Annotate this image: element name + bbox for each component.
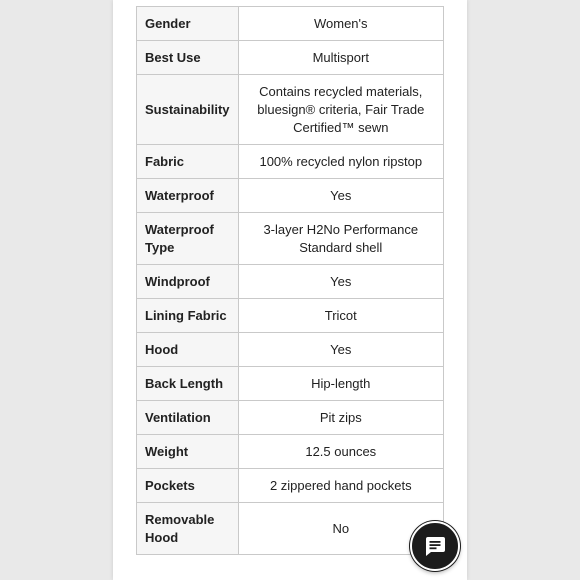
- spec-label: Waterproof: [137, 179, 239, 213]
- spec-value: 3-layer H2No Performance Standard shell: [238, 213, 443, 265]
- spec-label: Gender: [137, 7, 239, 41]
- spec-label: Lining Fabric: [137, 299, 239, 333]
- spec-row-weight: [137, 435, 444, 469]
- spec-label: Best Use: [137, 41, 239, 75]
- spec-row-waterproof-type: [137, 213, 444, 265]
- spec-label: Fabric: [137, 145, 239, 179]
- spec-row-sustainability: [137, 75, 444, 145]
- spec-row-best-use: [137, 41, 444, 75]
- spec-row-ventilation: [137, 401, 444, 435]
- spec-value: No: [238, 503, 443, 555]
- spec-row-windproof: [137, 265, 444, 299]
- spec-label: Ventilation: [137, 401, 239, 435]
- spec-value: Tricot: [238, 299, 443, 333]
- spec-row-gender: [137, 7, 444, 41]
- spec-row-waterproof: [137, 179, 444, 213]
- spec-label: Waterproof Type: [137, 213, 239, 265]
- spec-row-pockets: [137, 469, 444, 503]
- spec-label: Weight: [137, 435, 239, 469]
- spec-value: Yes: [238, 265, 443, 299]
- spec-value: Hip-length: [238, 367, 443, 401]
- spec-value: Women's: [238, 7, 443, 41]
- spec-value: Multisport: [238, 41, 443, 75]
- chat-bubble-icon: [423, 534, 447, 558]
- spec-value: 2 zippered hand pockets: [238, 469, 443, 503]
- spec-row-fabric: [137, 145, 444, 179]
- specs-table: [136, 6, 444, 555]
- spec-row-back-length: [137, 367, 444, 401]
- spec-row-hood: [137, 333, 444, 367]
- spec-value: Yes: [238, 179, 443, 213]
- spec-row-lining-fabric: [137, 299, 444, 333]
- spec-label: Hood: [137, 333, 239, 367]
- spec-value: Yes: [238, 333, 443, 367]
- spec-label: Pockets: [137, 469, 239, 503]
- spec-value: 100% recycled nylon ripstop: [238, 145, 443, 179]
- spec-label: Windproof: [137, 265, 239, 299]
- spec-page: [113, 0, 467, 580]
- spec-row-removable-hood: [137, 503, 444, 555]
- spec-value: 12.5 ounces: [238, 435, 443, 469]
- spec-value: Contains recycled materials, bluesign® criteria, Fair Trade Certified™ sewn: [238, 75, 443, 145]
- spec-label: Sustainability: [137, 75, 239, 145]
- chat-button[interactable]: [410, 521, 460, 571]
- spec-label: Back Length: [137, 367, 239, 401]
- spec-value: Pit zips: [238, 401, 443, 435]
- spec-label: Removable Hood: [137, 503, 239, 555]
